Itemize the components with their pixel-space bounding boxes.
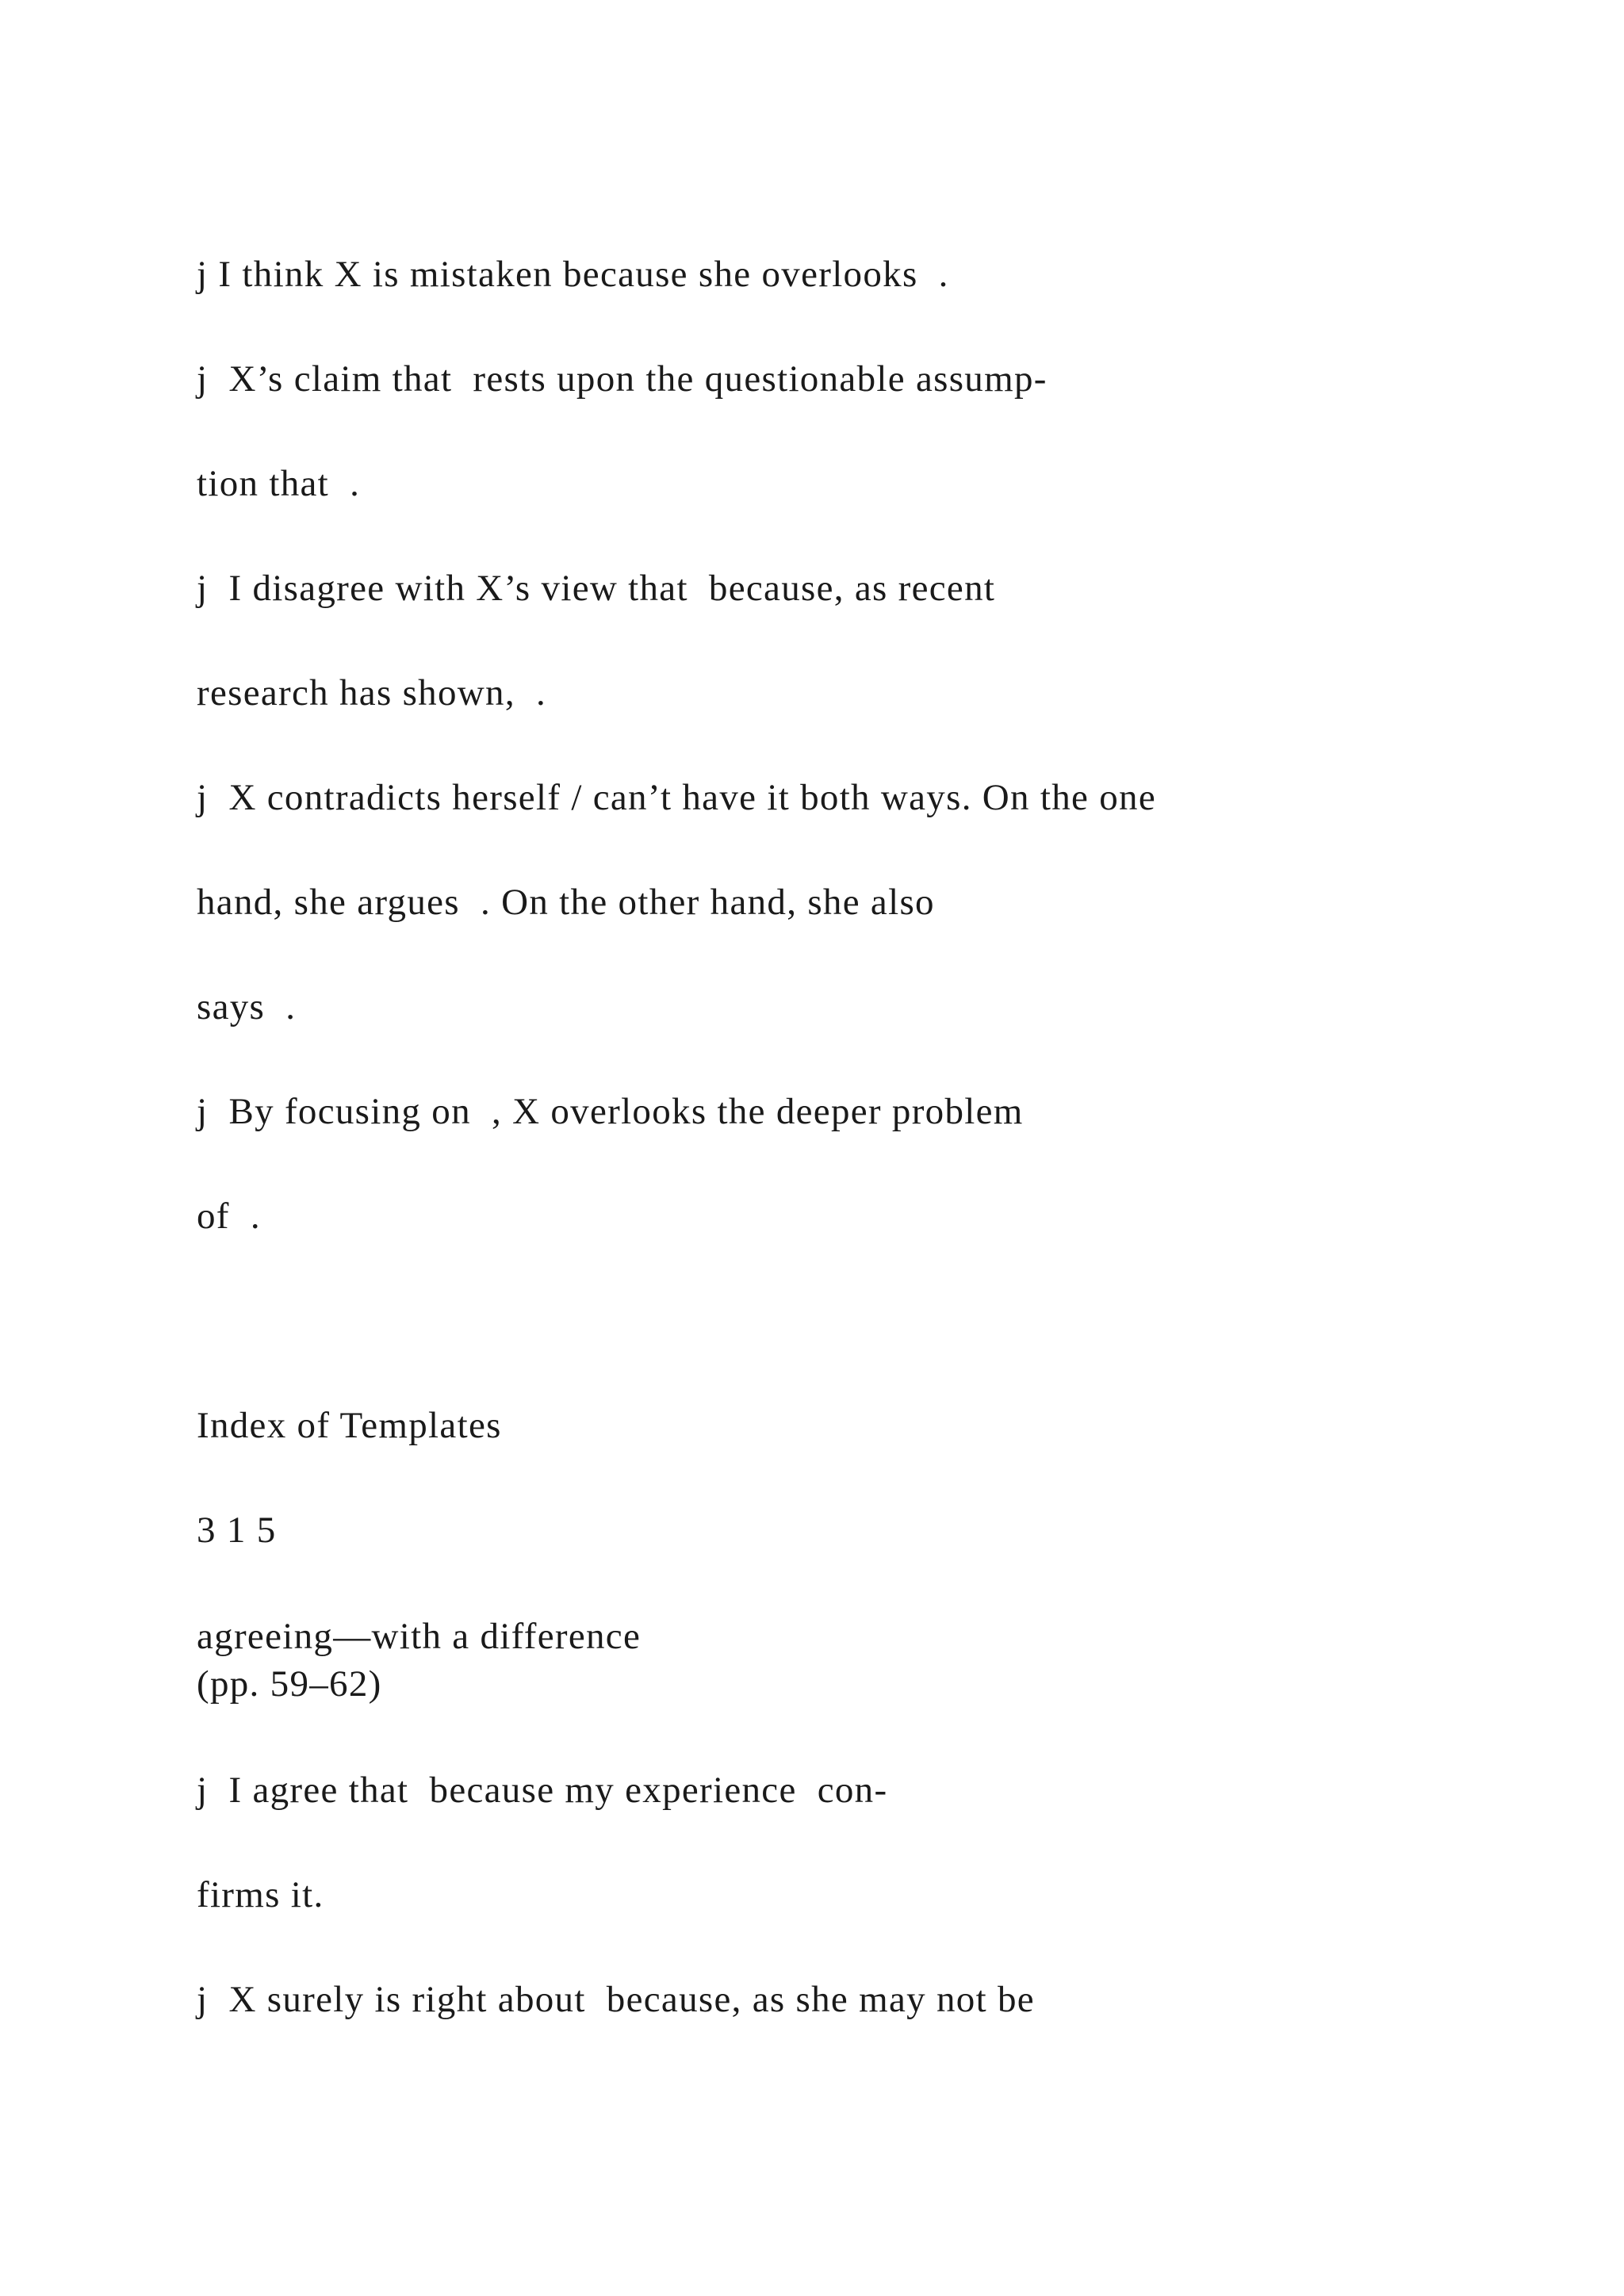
template-line-10: of . (197, 1196, 261, 1237)
running-head: Index of Templates (197, 1405, 502, 1446)
page-number: 3 1 5 (197, 1510, 277, 1551)
template-line-9: j By focusing on , X overlooks the deeper problem (197, 1091, 1024, 1132)
template-line-4: j I disagree with X’s view that because, as recent (197, 568, 996, 609)
template-line-13: j X surely is right about because, as she may not be (197, 1979, 1035, 2020)
template-line-12: firms it. (197, 1874, 324, 1915)
section-heading (197, 1613, 641, 1708)
template-line-5: research has shown, . (197, 672, 547, 714)
section-title: agreeing—with a difference (197, 1616, 642, 1657)
template-line-1: j I think X is mistaken because she overlooks . (197, 254, 949, 295)
template-line-6: j X contradicts herself / can’t have it both ways. On the one (197, 777, 1157, 818)
section-pages: (pp. 59–62) (197, 1663, 382, 1705)
template-line-3: tion that . (197, 463, 361, 504)
template-line-8: says . (197, 986, 297, 1027)
template-line-11: j I agree that because my experience con- (197, 1770, 888, 1811)
template-line-7: hand, she argues . On the other hand, she also (197, 882, 935, 923)
template-line-2: j X’s claim that rests upon the questionable assump- (197, 358, 1048, 400)
